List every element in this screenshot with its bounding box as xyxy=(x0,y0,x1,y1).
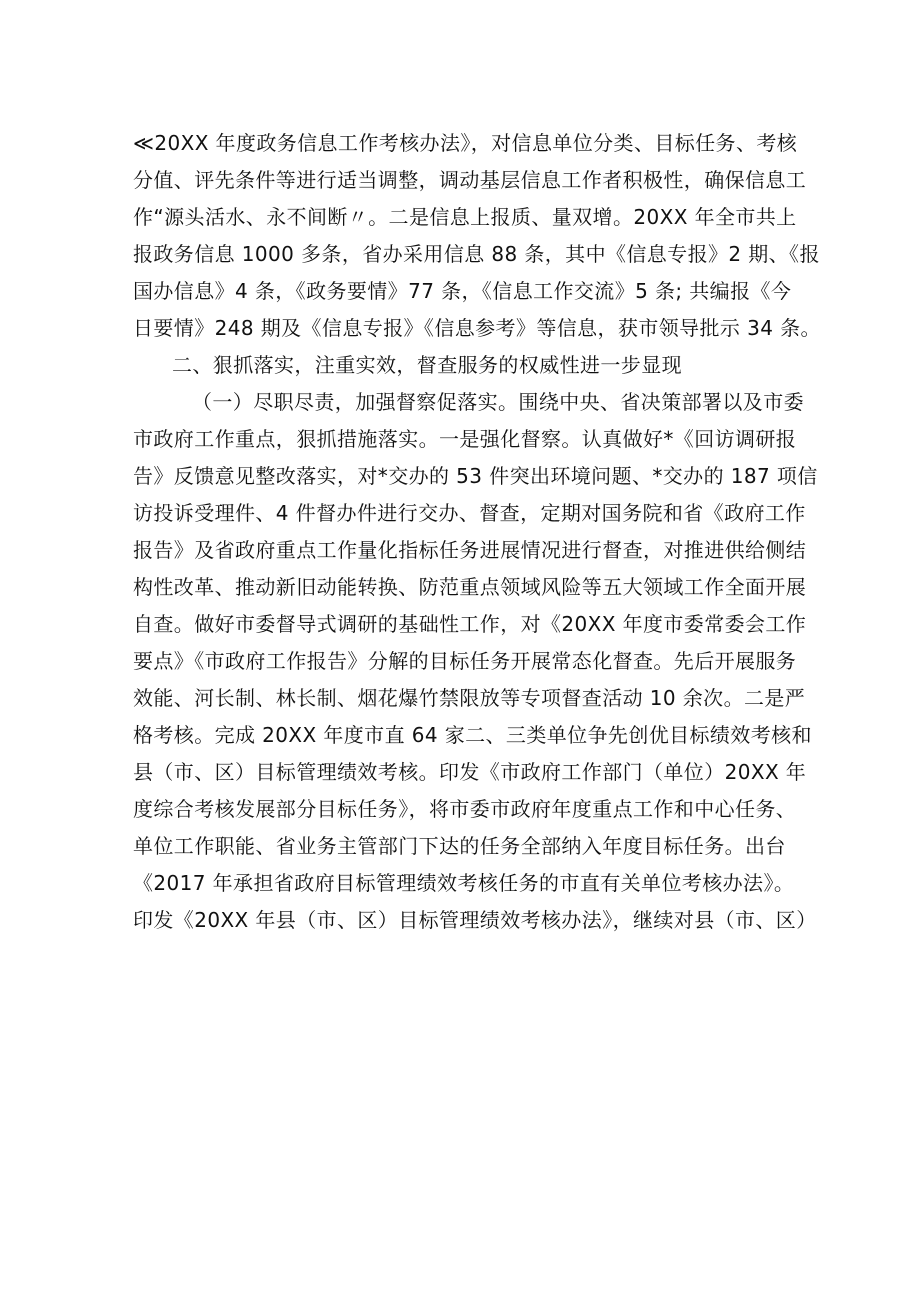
text-line-16: 效能、河长制、林长制、烟花爆竹禁限放等专项督查活动 10 余次。二是严 xyxy=(133,686,806,710)
text-line-20: 单位工作职能、省业务主管部门下达的任务全部纳入年度目标任务。出台 xyxy=(133,834,786,858)
text-line-6: 日要情》248 期及《信息专报》《信息参考》等信息，获市领导批示 34 条。 xyxy=(133,316,821,340)
text-line-11: 访投诉受理件、4 件督办件进行交办、督查，定期对国务院和省《政府工作 xyxy=(133,501,806,525)
text-line-15: 要点》《市政府工作报告》分解的目标任务开展常态化督查。先后开展服务 xyxy=(133,649,797,673)
text-line-2: 分值、评先条件等进行适当调整，调动基层信息工作者积极性，确保信息工 xyxy=(133,168,807,192)
text-line-10: 告》反馈意见整改落实，对*交办的 53 件突出环境问题、*交办的 187 项信 xyxy=(133,464,818,488)
text-line-5: 国办信息》4 条，《政务要情》77 条，《信息工作交流》5 条; 共编报《今 xyxy=(133,279,792,303)
text-line-13: 构性改革、推动新旧动能转换、防范重点领域风险等五大领域工作全面开展 xyxy=(133,575,807,599)
text-line-18: 县（市、区）目标管理绩效考核。印发《市政府工作部门（单位）20XX 年 xyxy=(133,760,807,784)
text-line-1: ≪20XX 年度政务信息工作考核办法》，对信息单位分类、目标任务、考核 xyxy=(133,131,798,155)
text-line-17: 格考核。完成 20XX 年度市直 64 家二、三类单位争先创优目标绩效考核和 xyxy=(133,723,812,747)
text-line-19: 度综合考核发展部分目标任务》，将市委市政府年度重点工作和中心任务、 xyxy=(133,797,797,821)
subsection-opening-line: （一）尽职尽责，加强督察促落实。围绕中央、省决策部署以及市委 xyxy=(192,390,804,414)
text-line-12: 报告》及省政府重点工作量化指标任务进展情况进行督查，对推进供给侧结 xyxy=(133,538,807,562)
section-heading: 二、狠抓落实，注重实效，督查服务的权威性进一步显现 xyxy=(172,353,682,377)
text-line-4: 报政务信息 1000 多条，省办采用信息 88 条，其中《信息专报》2 期、《报 xyxy=(133,242,820,266)
text-line-9: 市政府工作重点，狠抓措施落实。一是强化督察。认真做好*《回访调研报 xyxy=(133,427,797,451)
text-line-3: 作“源头活水、永不间断〃。二是信息上报质、量双增。20XX 年全市共上 xyxy=(133,205,797,229)
text-line-14: 自查。做好市委督导式调研的基础性工作，对《20XX 年度市委常委会工作 xyxy=(133,612,807,636)
text-line-22: 印发《20XX 年县（市、区）目标管理绩效考核办法》，继续对县（市、区） xyxy=(133,908,817,932)
text-line-21: 《2017 年承担省政府目标管理绩效考核任务的市直有关单位考核办法》。 xyxy=(133,871,795,895)
